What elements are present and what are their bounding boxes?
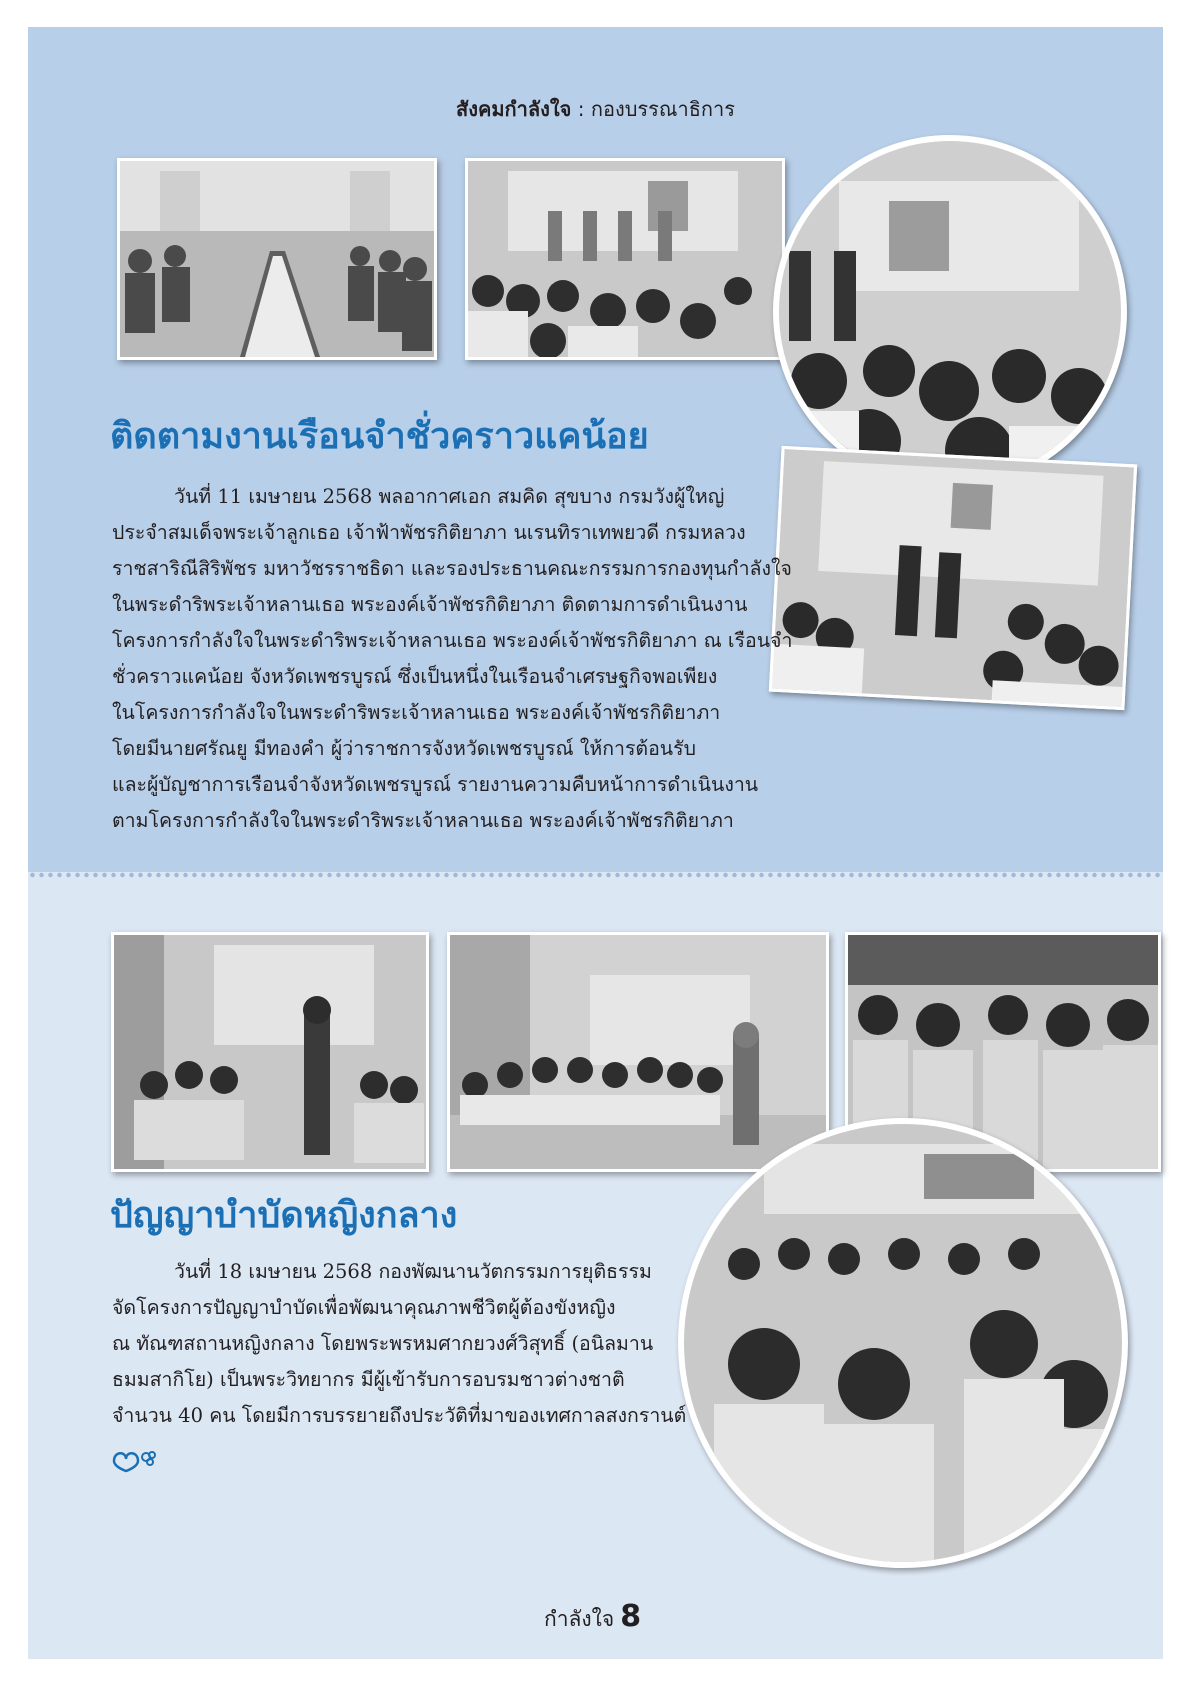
article1-title: ติดตามงานเรือนจำชั่วคราวแคน้อย xyxy=(110,416,649,457)
article1-line: ประจำสมเด็จพระเจ้าลูกเธอ เจ้าฟ้าพัชรกิติยาภา นเรนทิราเทพยวดี กรมหลวง xyxy=(112,521,746,544)
header-author: กองบรรณาธิการ xyxy=(590,97,735,121)
photo-monk-lecture xyxy=(447,932,829,1172)
photo-speaker-circle-seats xyxy=(111,932,429,1172)
page-footer xyxy=(544,1599,641,1636)
article1-line: และผู้บัญชาการเรือนจำจังหวัดเพชรบูรณ์ รายงานความคืบหน้าการดำเนินงาน xyxy=(112,773,759,796)
column-name: สังคมกำลังใจ xyxy=(456,97,572,121)
article2-line: วันที่ 18 เมษายน 2568 กองพัฒนานวัตกรรมการยุติธรรม xyxy=(174,1260,652,1283)
article2-body xyxy=(112,1254,686,1434)
header-separator: : xyxy=(571,97,591,121)
photo-meeting-table xyxy=(117,158,437,360)
page-number: 8 xyxy=(620,1599,642,1634)
article1-line: โครงการกำลังใจในพระดำริพระเจ้าหลานเธอ พระองค์เจ้าพัชรกิติยาภา ณ เรือนจำ xyxy=(112,629,793,652)
photo-circle-speakers xyxy=(773,135,1127,489)
article2-line: จำนวน 40 คน โดยมีการบรรยายถึงประวัติที่มาของเทศกาลสงกรานต์ xyxy=(112,1404,687,1427)
article1-line: ตามโครงการกำลังใจในพระดำริพระเจ้าหลานเธอ พระองค์เจ้าพัชรกิติยาภา xyxy=(112,809,734,832)
article2-line: ณ ทัณฑสถานหญิงกลาง โดยพระพรหมศากยวงศ์วิสุทธิ์ (อนิลมาน xyxy=(112,1332,654,1355)
article1-line: ในพระดำริพระเจ้าหลานเธอ พระองค์เจ้าพัชรกิติยาภา ติดตามการดำเนินงาน xyxy=(112,593,748,616)
article1-line: โดยมีนายศรัณยู มีทองคำ ผู้ว่าราชการจังหวัดเพชรบูรณ์ ให้การต้อนรับ xyxy=(112,737,696,760)
photo-stage-audience xyxy=(465,158,785,360)
heart-flower-icon xyxy=(110,1445,160,1473)
article1-line: วันที่ 11 เมษายน 2568 พลอากาศเอก สมคิด สุขบาง กรมวังผู้ใหญ่ xyxy=(174,485,725,508)
article1-line: ชั่วคราวแคน้อย จังหวัดเพชรบูรณ์ ซึ่งเป็นหนึ่งในเรือนจำเศรษฐกิจพอเพียง xyxy=(112,665,718,688)
article1-line: ราชสาริณีสิริพัชร มหาวัชรราชธิดา และรองประธานคณะกรรมการกองทุนกำลังใจ xyxy=(112,557,792,580)
article1-line: ในโครงการกำลังใจในพระดำริพระเจ้าหลานเธอ พระองค์เจ้าพัชรกิติยาภา xyxy=(112,701,721,724)
magazine-name: กำลังใจ xyxy=(544,1607,615,1631)
article2-line: ธมมสากิโย) เป็นพระวิทยากร มีผู้เข้ารับการอบรมชาวต่างชาติ xyxy=(112,1368,625,1391)
article2-line: จัดโครงการปัญญาบำบัดเพื่อพัฒนาคุณภาพชีวิตผู้ต้องขังหญิง xyxy=(112,1296,616,1319)
photo-circle-group-activity xyxy=(678,1118,1128,1568)
page-header xyxy=(0,93,1191,125)
article1-body xyxy=(112,479,792,839)
article2-title: ปัญญาบำบัดหญิงกลาง xyxy=(110,1195,458,1236)
photo-stage-presenters xyxy=(769,446,1137,710)
